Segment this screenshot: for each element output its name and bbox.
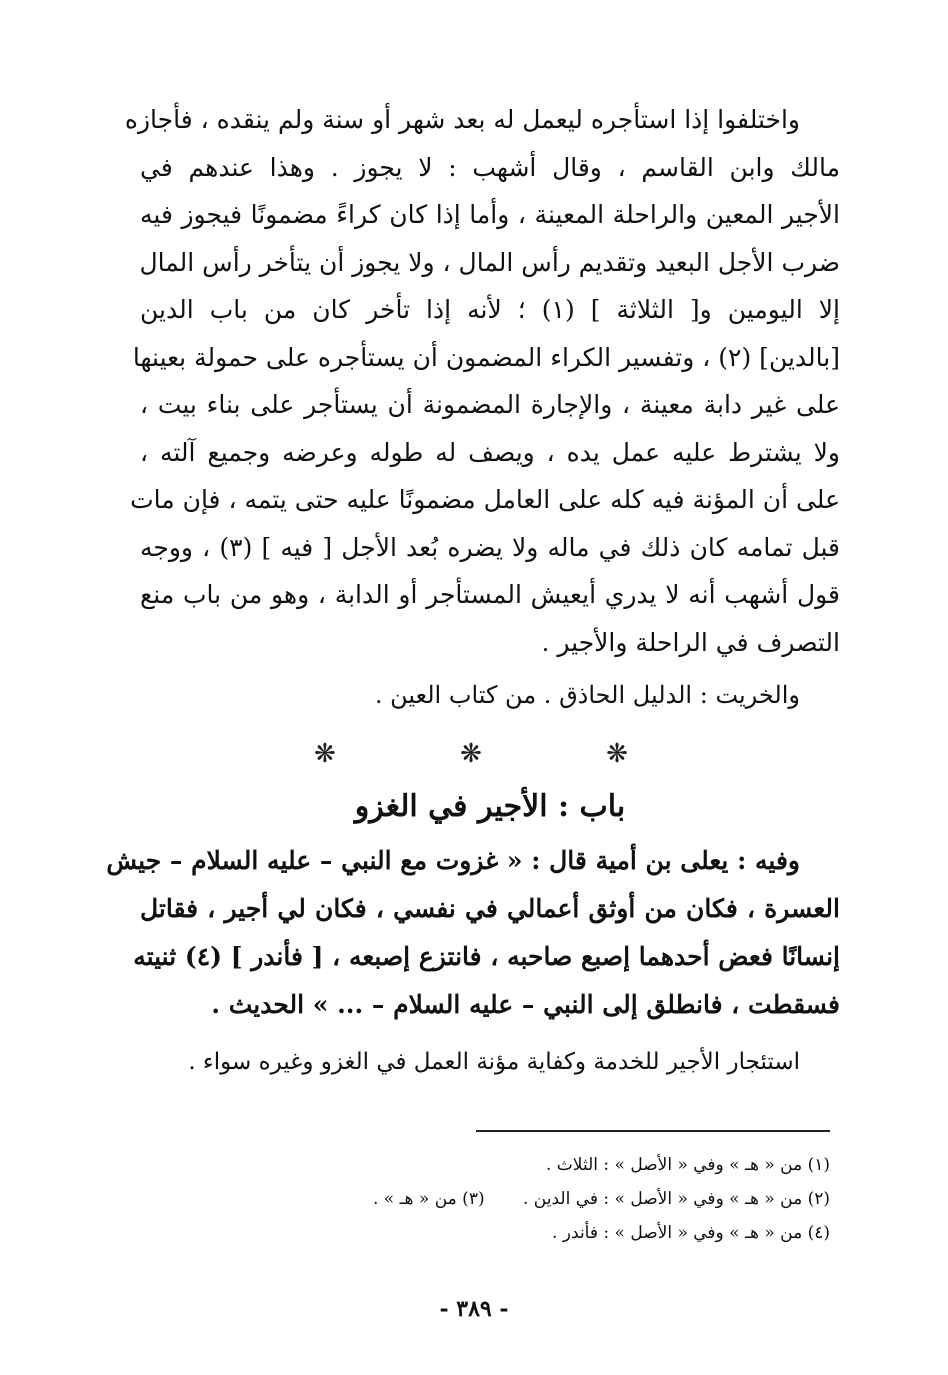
body-line: الأجير المعين والراحلة المعينة ، وأما إذا كان كراءً مضمونًا فيجوز فيه (140, 200, 840, 229)
footnote-2: (٢) من « هـ » وفي « الأصل » : في الدين . (522, 1189, 830, 1209)
section-separator: ❋ ❋ ❋ (314, 739, 686, 769)
footnotes (230, 1148, 830, 1250)
footnote-row (230, 1216, 830, 1250)
hadith-line: العسرة ، فكان من أوثق أعمالي في نفسي ، فكان لي أجير ، فقاتل (140, 894, 840, 923)
body-line: [بالدين] (٢) ، وتفسير الكراء المضمون أن يستأجره على حمولة بعينها (132, 342, 840, 372)
conclusion-text: استئجار الأجير للخدمة وكفاية مؤنة العمل في الغزو وغيره سواء . (188, 1049, 800, 1075)
hadith-line: وفيه : يعلى بن أمية قال : « غزوت مع النبي – عليه السلام – جيش (106, 846, 800, 875)
body-line: على أن المؤنة فيه كله على العامل مضمونًا عليه حتى يتمه ، فإن مات (130, 485, 840, 514)
footnote-1: (١) من « هـ » وفي « الأصل » : الثلاث . (546, 1155, 830, 1175)
body-line: التصرف في الراحلة والأجير . (541, 627, 840, 657)
body-line: ضرب الأجل البعيد وتقديم رأس المال ، ولا يجوز أن يتأخر رأس المال (139, 247, 840, 277)
hadith-text (106, 837, 840, 1029)
body-line: قول أشهب أنه لا يدري أيعيش المستأجر أو الدابة ، وهو من باب منع (140, 580, 840, 609)
gloss-note: والخريت : الدليل الحاذق . من كتاب العين . (374, 681, 800, 709)
hadith-line: إنسانًا فعض أحدهما إصبع صاحبه ، فانتزع إصبعه ، [ فأندر ] (٤) ثنيته (133, 942, 840, 971)
page-body (106, 96, 840, 1087)
body-line: إلا اليومين و[ الثلاثة ] (١) ؛ لأنه إذا تأخر كان من باب الدين (140, 295, 840, 324)
hadith-line: فسقطت ، فانطلق إلى النبي – عليه السلام – ... » الحديث . (211, 990, 840, 1019)
body-line: قبل تمامه كان ذلك في ماله ولا يضره بُعد الأجل [ فيه ] (٣) ، ووجه (140, 532, 840, 562)
main-paragraph (124, 96, 840, 666)
body-line: ولا يشترط عليه عمل يده ، ويصف له طوله وعرضه وجميع آلته ، (140, 437, 840, 467)
footnote-4: (٤) من « هـ » وفي « الأصل » : فأندر . (552, 1223, 830, 1243)
footnote-divider (476, 1130, 830, 1132)
footnote-3: (٣) من « هـ » . (372, 1189, 485, 1209)
body-line: على غير دابة معينة ، والإجارة المضمونة أن يستأجر على بناء بيت ، (140, 390, 840, 419)
chapter-title: باب : الأجير في الغزو (354, 789, 626, 824)
footnote-row (230, 1182, 830, 1216)
page-number: - ٣٨٩ - (439, 1296, 509, 1322)
body-line: واختلفوا إذا استأجره ليعمل له بعد شهر أو سنة ولم ينقده ، فأجازه (124, 105, 800, 134)
body-line: مالك وابن القاسم ، وقال أشهب : لا يجوز . وهذا عندهم في (140, 152, 840, 182)
footnote-row (230, 1148, 830, 1182)
